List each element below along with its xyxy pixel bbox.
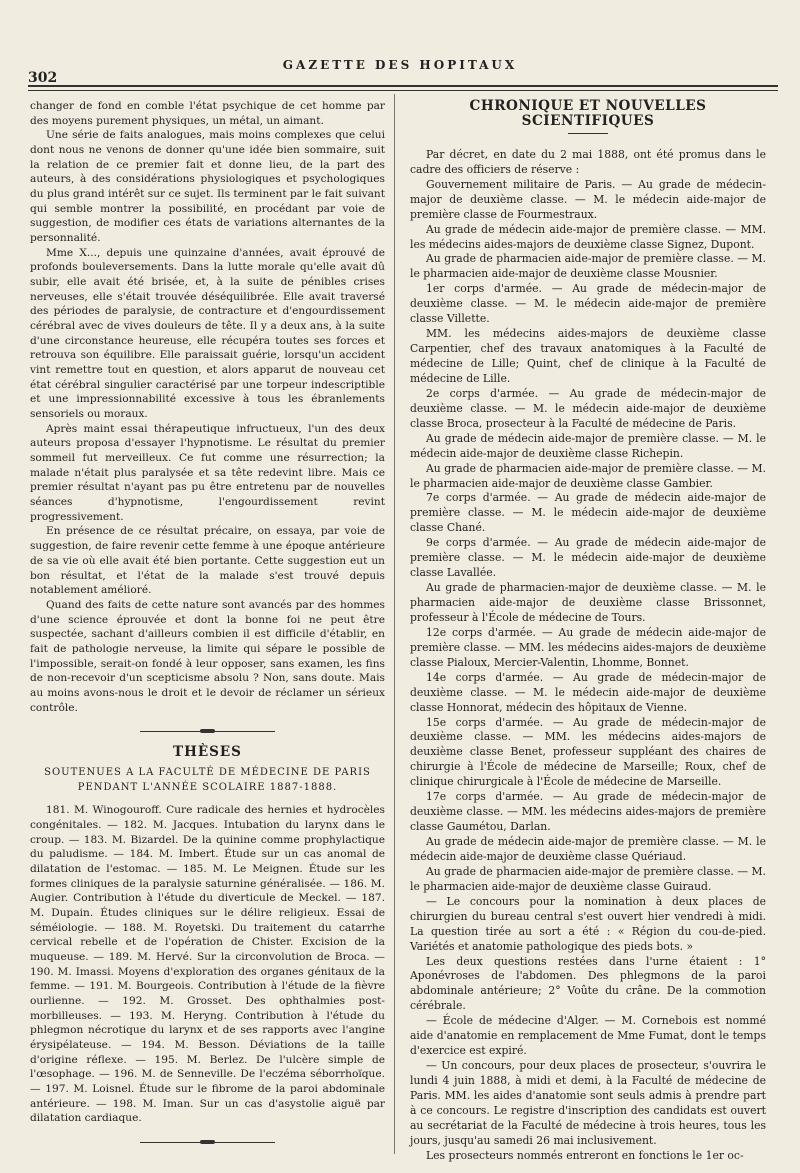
paragraph: Après maint essai thérapeutique infructueux, l'un des deux auteurs proposa d'essayer l'hypnotisme. Le résultat du premier sommeil fut merveilleux. Ce fut comme une résurrection; la malade n'était plus paralysée et sa tête redevint libre. Mais ce premier résultat n'ayant pas pu être entretenu par de nouvelles séances d'hypnotisme, l'engourdissement revint progressivement. [30,422,385,523]
paragraph: 7e corps d'armée. — Au grade de médecin aide-major de première classe. — M. le médecin aide-major de deuxième classe Chané. [410,491,766,535]
paragraph: Les prosecteurs nommés entreront en fonctions le 1er oc- [426,1148,744,1162]
right-column [410,99,766,1164]
chronicle-title: CHRONIQUE ET NOUVELLES SCIENTIFIQUES [469,98,707,129]
theses-title: THÈSES [173,744,242,761]
section-ornament [30,729,385,735]
paragraph: Une série de faits analogues, mais moins complexes que celui dont nous ne venons de donner qu'une idée bien sommaire, suit la relation de ce premier fait et donne lieu, de la part des auteurs, à des considérations physiologiques et psychologiques du plus grand intérêt sur ce sujet. Ils terminent par le fait suivant qui semble montrer la possibilité, en procédant par voie de suggestion, de modifier ces états de variations alternantes de la personnalité. [30,129,385,245]
journal-title: GAZETTE DES HOPITAUX [282,58,518,72]
paragraph: 12e corps d'armée. — Au grade de médecin aide-major de première classe. — MM. les médecins aides-majors de deuxième classe Pialoux, Mercier-Valentin, Lhomme, Bonnet. [410,625,766,669]
paragraph: — École de médecine d'Alger. — M. Cornebois est nommé aide d'anatomie en remplacement de Mme Fumat, dont le temps d'exercice est expiré. [410,1014,766,1058]
left-column [30,99,385,1156]
paragraph: Au grade de pharmacien aide-major de première classe. — M. le pharmacien aide-major de deuxième classe Guiraud. [410,864,766,893]
paragraph: Gouvernement militaire de Paris. — Au grade de médecin-major de deuxième classe. — M. le médecin aide-major de première classe de Fourmestraux. [410,177,766,221]
header-rule-thin [28,90,778,91]
paragraph: 14e corps d'armée. — Au grade de médecin-major de deuxième classe. — M. le médecin aide-major de deuxième classe Honnorat, médecin des hôpitaux de Vienne. [410,670,766,714]
paragraph: Au grade de pharmacien aide-major de première classe. — M. le pharmacien aide-major de deuxième classe Mousnier. [410,252,766,281]
paragraph: 17e corps d'armée. — Au grade de médecin-major de deuxième classe. — MM. les médecins aides-majors de première classe Gaumétou, Darlan. [410,790,766,834]
header-rule [28,85,778,87]
paragraph: Par décret, en date du 2 mai 1888, ont été promus dans le cadre des officiers de réserve : [410,147,766,176]
paragraph: Au grade de pharmacien-major de deuxième classe. — M. le pharmacien aide-major de deuxième classe Brissonnet, professeur à l'École de médecine de Tours. [410,581,766,624]
paragraph: Au grade de pharmacien aide-major de première classe. — M. le pharmacien aide-major de deuxième classe Gambier. [410,461,766,490]
paragraph: Au grade de médecin aide-major de première classe. — M. le médecin aide-major de deuxième classe Richepin. [410,431,766,460]
paragraph: 15e corps d'armée. — Au grade de médecin-major de deuxième classe. — MM. les médecins aides-majors de deuxième classe Benet, professeur suppléant des chaires de chirurgie à l'École de médecine de Marseille; Roux, chef de clinique chirurgicale à l'École de médecine de Marseille. [410,715,766,789]
paragraph: changer de fond en comble l'état psychique de cet homme par des moyens purement physiques, un métal, un aimant. [30,100,385,127]
paragraph: Mme X..., depuis une quinzaine d'années, avait éprouvé de profonds bouleversements. Dans la lutte morale qu'elle avait dû subir, elle avait été brisée, et, à la suite de pénibles crises nerveuses, elle s'était trouvée déséquilibrée. Elle avait traversé des périodes de paralysie, de contracture et d'engourdissement cérébral avec de vives douleurs de tête. Il y a deux ans, à la suite d'une circonstance heureuse, elle récupéra toutes ses forces et retrouva son équilibre. Elle paraissait guérie, lorsqu'un accident vint remettre tout en question, et alors apparut de nouveau cet état cérébral singulier caractérisé par une torpeur indescriptible et une impressionnabilité excessive à tous les ébranlements sensoriels ou moraux. [30,246,385,421]
paragraph: Les deux questions restées dans l'urne étaient : 1° Aponévroses de l'abdomen. Des phlegmons de la paroi abdominale antérieure; 2° Voûte du crâne. De la commotion cérébrale. [410,954,766,1013]
paragraph: MM. les médecins aides-majors de deuxième classe Carpentier, chef des travaux anatomiques à la Faculté de médecine de Lille; Quint, chef de clinique à la Faculté de médecine de Lille. [410,327,766,385]
column-divider [394,94,395,1154]
paragraph: Au grade de médecin aide-major de première classe. — MM. les médecins aides-majors de deuxième classe Signez, Dupont. [410,222,766,251]
section-ornament-end [30,1140,385,1146]
paragraph: Au grade de médecin aide-major de première classe. — M. le médecin aide-major de deuxième classe Quériaud. [410,835,766,863]
paragraph: 2e corps d'armée. — Au grade de médecin-major de deuxième classe. — M. le médecin aide-major de deuxième classe Broca, prosecteur à la Faculté de médecine de Paris. [410,386,766,430]
page-number: 302 [28,70,58,86]
paragraph: En présence de ce résultat précaire, on essaya, par voie de suggestion, de faire revenir cette femme à une époque antérieure de sa vie où elle avait été bien portante. Cette suggestion eut un bon résultat, et l'état de la malade s'est trouvé depuis notablement amélioré. [30,525,385,597]
theses-subtitle-year: PENDANT L'ANNÉE SCOLAIRE 1887-1888. [77,781,338,793]
theses-subtitle: SOUTENUES A LA FACULTÉ DE MÉDECINE DE PARIS [44,766,371,778]
paragraph: 9e corps d'armée. — Au grade de médecin aide-major de première classe. — M. le médecin aide-major de deuxième classe Lavallée. [410,536,766,580]
theses-list: 181. M. Winogouroff. Cure radicale des hernies et hydrocèles congénitales. — 182. M. Jacques. Intubation du larynx dans le croup. — 183. M. Bizardel. De la quinine comme prophylactique du paludisme. — 184. M. Imbert. Étude sur un cas anomal de dilatation de l'estomac. — 185. M. Le Meignen. Étude sur les formes cliniques de la paralysie saturnine généralisée. — 186. M. Augier. Contribution à l'étude du diverticule de Meckel. — 187. M. Dupain. Études cliniques sur le délire religieux. Essai de séméiologie. — 188. M. Royetski. Du traitement du catarrhe cervical rebelle et de l'opération de Chister. Excision de la muqueuse. — 189. M. Hervé. Sur la circonvolution de Broca. — 190. M. Imassi. Moyens d'exploration des organes génitaux de la femme. — 191. M. Bourgeois. Contribution à l'étude de la fièvre ourlienne. — 192. M. Grosset. Des ophthalmies post-morbilleuses. — 193. M. Heryng. Contribution à l'étude du phlegmon nécrotique du larynx et de ses rapports avec l'angine érysipélateuse. — 194. M. Besson. Déviations de la taille d'origine réflexe. — 195. M. Berlez. De l'ulcère simple de l'œsophage. — 196. M. de Senneville. De l'eczéma séborrhoïque. — 197. M. Loisnel. Étude sur le fibrome de la paroi abdominale antérieure. — 198. M. Iman. Sur un cas d'asystolie aiguë par dilatation cardiaque. [30,804,385,1125]
paragraph: — Le concours pour la nomination à deux places de chirurgien du bureau central s'est ouvert hier vendredi à midi. La question tirée au sort a été : « Région du cou-de-pied. Variétés et anatomie pathologique des pieds bots. » [410,894,766,953]
paragraph: 1er corps d'armée. — Au grade de médecin-major de deuxième classe. — M. le médecin aide-major de première classe Villette. [410,282,766,326]
paragraph: — Un concours, pour deux places de prosecteur, s'ouvrira le lundi 4 juin 1888, à midi et demi, à la Faculté de médecine de Paris. MM. les aides d'anatomie sont seuls admis à prendre part à ce concours. Le registre d'inscription des candidats est ouvert au secrétariat de la Faculté de médecine à trois heures, tous les jours, jusqu'au samedi 26 mai inclusivement. [410,1059,766,1147]
chronicle-rule [568,133,608,134]
paragraph: Quand des faits de cette nature sont avancés par des hommes d'une science éprouvée et dont la bonne foi ne peut être suspectée, sachant d'ailleurs combien il est difficile d'établir, en fait de pathologie nerveuse, la limite qui sépare le possible de l'impossible, serait-on fondé à leur opposer, sans examen, les fins de non-recevoir d'un scepticisme absolu ? Non, sans doute. Mais au moins avons-nous le droit et le devoir de réclamer un sérieux contrôle. [30,598,385,714]
